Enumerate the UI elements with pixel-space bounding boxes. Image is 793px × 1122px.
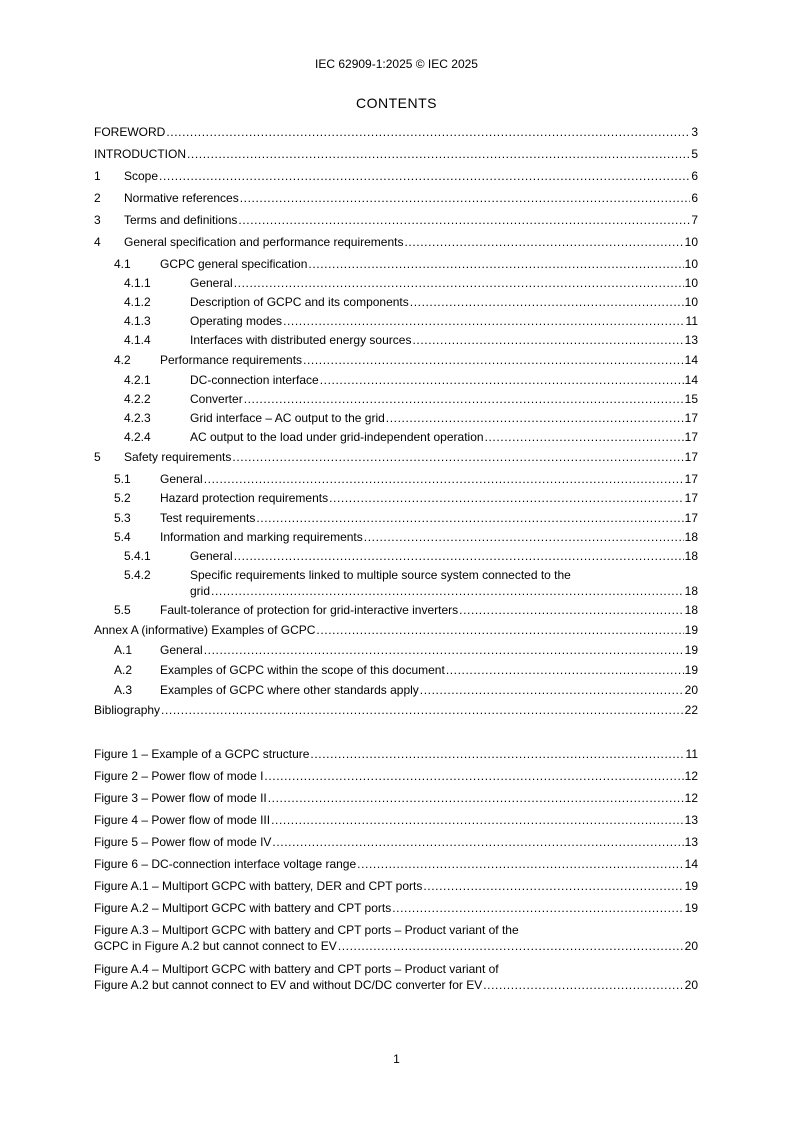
toc-entry[interactable] <box>94 663 698 678</box>
toc-entry-number: 5.4 <box>114 530 131 544</box>
leader-dots <box>268 791 684 806</box>
figure-page: 19 <box>684 901 698 915</box>
toc-entry-page: 19 <box>684 643 698 657</box>
figure-title: Figure A.2 – Multiport GCPC with battery and CPT ports <box>94 901 392 915</box>
toc-entry-page: 10 <box>684 235 698 249</box>
figure-title-continued: GCPC in Figure A.2 but cannot connect to EV <box>94 939 337 953</box>
figure-page: 13 <box>684 835 698 849</box>
toc-entry[interactable] <box>94 295 698 310</box>
figure-title-continued: Figure A.2 but cannot connect to EV and without DC/DC converter for EV <box>94 978 483 992</box>
figure-page: 12 <box>684 769 698 783</box>
leader-dots <box>244 392 684 407</box>
toc-entry-page: 13 <box>684 333 698 347</box>
toc-entry-number: 4.2.3 <box>124 411 151 425</box>
toc-entry[interactable] <box>94 568 698 598</box>
toc-entry[interactable] <box>94 257 698 272</box>
toc-entry[interactable] <box>94 472 698 487</box>
toc-entry-title: Specific requirements linked to multiple source system connected to the <box>190 568 571 582</box>
figure-title: Figure A.3 – Multiport GCPC with battery and CPT ports – Product variant of the <box>94 923 519 937</box>
toc-entry-number: 5 <box>94 450 101 464</box>
toc-entry-page: 17 <box>684 411 698 425</box>
figure-title: Figure A.4 – Multiport GCPC with battery and CPT ports – Product variant of <box>94 962 499 976</box>
toc-entry[interactable] <box>94 703 698 718</box>
leader-dots <box>446 663 684 678</box>
toc-entry-title: Test requirements <box>160 511 256 525</box>
leader-dots <box>338 939 684 954</box>
toc-entry-number: A.3 <box>114 683 133 697</box>
toc-entry[interactable] <box>94 169 698 184</box>
leader-dots <box>392 901 683 916</box>
leader-dots <box>264 769 683 784</box>
toc-entry-page: 17 <box>684 472 698 486</box>
leader-dots <box>234 549 684 564</box>
toc-entry-page: 3 <box>691 125 698 139</box>
leader-dots <box>310 747 684 762</box>
figure-title: Figure 5 – Power flow of mode IV <box>94 835 272 849</box>
toc-entry-number: 4.1.2 <box>124 295 151 309</box>
toc-entry[interactable] <box>94 491 698 506</box>
toc-entry-page: 7 <box>691 213 698 227</box>
leader-dots <box>303 353 684 368</box>
figure-list-entry[interactable] <box>94 962 698 992</box>
leader-dots <box>283 314 684 329</box>
leader-dots <box>166 125 690 140</box>
toc-entry-number: 5.4.1 <box>124 549 151 563</box>
toc-entry-page: 6 <box>691 169 698 183</box>
figure-title: Figure 6 – DC-connection interface voltage range <box>94 857 357 871</box>
toc-entry-title: INTRODUCTION <box>94 147 186 161</box>
toc-entry-title: DC-connection interface <box>190 373 319 387</box>
figure-list-entry[interactable] <box>94 857 698 872</box>
toc-entry[interactable] <box>94 511 698 526</box>
leader-dots <box>187 147 690 162</box>
toc-entry-number: 4.2.2 <box>124 392 151 406</box>
figure-page: 20 <box>684 939 698 953</box>
leader-dots <box>420 683 684 698</box>
toc-entry-title: General <box>190 549 233 563</box>
toc-entry-page: 19 <box>684 663 698 677</box>
leader-dots <box>204 472 684 487</box>
toc-entry[interactable] <box>94 623 698 638</box>
toc-entry-title: Interfaces with distributed energy sources <box>190 333 412 347</box>
toc-entry-title: GCPC general specification <box>160 257 308 271</box>
toc-entry-number: 2 <box>94 191 101 205</box>
toc-entry[interactable] <box>94 191 698 206</box>
leader-dots <box>329 491 684 506</box>
leader-dots <box>357 857 683 872</box>
toc-entry-number: 3 <box>94 213 101 227</box>
toc-entry-title: Grid interface – AC output to the grid <box>190 411 385 425</box>
toc-entry-title: Normative references <box>124 191 239 205</box>
leader-dots <box>320 373 684 388</box>
leader-dots <box>423 879 683 894</box>
leader-dots <box>240 191 691 206</box>
toc-entry[interactable] <box>94 683 698 698</box>
figure-page: 12 <box>684 791 698 805</box>
leader-dots <box>272 835 683 850</box>
leader-dots <box>316 623 683 638</box>
toc-entry-number: A.2 <box>114 663 133 677</box>
toc-entry-page: 22 <box>684 703 698 717</box>
toc-entry-title: Examples of GCPC where other standards apply <box>160 683 419 697</box>
toc-entry-page: 10 <box>684 276 698 290</box>
figure-page: 19 <box>684 879 698 893</box>
toc-entry-page: 15 <box>684 392 698 406</box>
toc-entry[interactable] <box>94 373 698 388</box>
toc-entry[interactable] <box>94 333 698 348</box>
leader-dots <box>271 813 684 828</box>
contents-title: CONTENTS <box>356 95 437 111</box>
toc-entry-page: 14 <box>684 373 698 387</box>
leader-dots <box>234 276 684 291</box>
toc-entry-page: 18 <box>684 584 698 598</box>
figure-page: 11 <box>685 747 698 761</box>
toc-entry-page: 5 <box>691 147 698 161</box>
toc-entry-title: Bibliography <box>94 703 161 717</box>
toc-entry-title: Converter <box>190 392 243 406</box>
toc-entry[interactable] <box>94 125 698 140</box>
toc-entry-title-continued: grid <box>190 584 211 598</box>
toc-entry[interactable] <box>94 147 698 162</box>
toc-entry-number: 5.3 <box>114 511 131 525</box>
toc-entry[interactable] <box>94 314 698 329</box>
toc-entry[interactable] <box>94 392 698 407</box>
toc-entry-page: 20 <box>684 683 698 697</box>
toc-entry[interactable] <box>94 603 698 618</box>
toc-entry-number: 4.2.4 <box>124 430 151 444</box>
leader-dots <box>238 213 690 228</box>
toc-entry-title: Hazard protection requirements <box>160 491 329 505</box>
toc-entry-number: A.1 <box>114 643 133 657</box>
figure-list-entry[interactable] <box>94 901 698 916</box>
toc-entry-number: 4.1.3 <box>124 314 151 328</box>
figure-list-entry[interactable] <box>94 791 698 806</box>
figure-list-entry[interactable] <box>94 769 698 784</box>
toc-entry-title: Annex A (informative) Examples of GCPC <box>94 623 316 637</box>
leader-dots <box>483 978 683 993</box>
figure-page: 20 <box>684 978 698 992</box>
toc-entry-title: FOREWORD <box>94 125 166 139</box>
figure-list-entry[interactable] <box>94 747 698 762</box>
toc-entry-title: General specification and performance requirements <box>124 235 404 249</box>
toc-entry-number: 5.2 <box>114 491 131 505</box>
toc-entry[interactable] <box>94 235 698 250</box>
toc-entry-number: 4.1 <box>114 257 131 271</box>
toc-entry-number: 4.1.1 <box>124 276 151 290</box>
leader-dots <box>256 511 683 526</box>
leader-dots <box>485 430 684 445</box>
leader-dots <box>159 169 690 184</box>
toc-entry-number: 5.1 <box>114 472 131 486</box>
document-header: IEC 62909-1:2025 © IEC 2025 <box>315 57 478 71</box>
toc-entry[interactable] <box>94 643 698 658</box>
figure-list-entry[interactable] <box>94 879 698 894</box>
toc-entry-page: 17 <box>684 491 698 505</box>
toc-entry-page: 11 <box>685 314 698 328</box>
toc-entry-page: 17 <box>684 430 698 444</box>
toc-entry-page: 10 <box>684 295 698 309</box>
leader-dots <box>308 257 683 272</box>
leader-dots <box>412 333 683 348</box>
leader-dots <box>232 450 683 465</box>
toc-entry-title: Scope <box>124 169 159 183</box>
leader-dots <box>410 295 684 310</box>
figure-page: 14 <box>684 857 698 871</box>
toc-entry-number: 4.2.1 <box>124 373 151 387</box>
toc-entry-title: Operating modes <box>190 314 283 328</box>
figure-title: Figure 4 – Power flow of mode III <box>94 813 271 827</box>
toc-entry-title: Performance requirements <box>160 353 303 367</box>
toc-entry[interactable] <box>94 450 698 465</box>
toc-entry-page: 18 <box>684 549 698 563</box>
figure-title: Figure 3 – Power flow of mode II <box>94 791 267 805</box>
leader-dots <box>211 584 684 599</box>
toc-entry-page: 14 <box>684 353 698 367</box>
toc-entry-title: Information and marking requirements <box>160 530 363 544</box>
toc-entry[interactable] <box>94 213 698 228</box>
toc-entry-page: 18 <box>684 530 698 544</box>
leader-dots <box>204 643 684 658</box>
leader-dots <box>161 703 684 718</box>
toc-entry[interactable] <box>94 276 698 291</box>
leader-dots <box>404 235 683 250</box>
toc-entry[interactable] <box>94 353 698 368</box>
toc-entry[interactable] <box>94 430 698 445</box>
toc-entry-title: AC output to the load under grid-independent operation <box>190 430 484 444</box>
leader-dots <box>459 603 684 618</box>
toc-entry-page: 19 <box>684 623 698 637</box>
leader-dots <box>364 530 684 545</box>
toc-entry-page: 10 <box>684 257 698 271</box>
figure-title: Figure 1 – Example of a GCPC structure <box>94 747 310 761</box>
toc-entry-number: 4 <box>94 235 101 249</box>
toc-entry-title: Fault-tolerance of protection for grid-interactive inverters <box>160 603 459 617</box>
toc-entry-title: General <box>160 472 203 486</box>
figure-list-entry[interactable] <box>94 923 698 953</box>
figure-page: 13 <box>684 813 698 827</box>
toc-entry[interactable] <box>94 411 698 426</box>
toc-entry-page: 6 <box>691 191 698 205</box>
toc-entry-number: 5.5 <box>114 603 131 617</box>
toc-entry-page: 17 <box>684 511 698 525</box>
toc-entry-title: General <box>160 643 203 657</box>
toc-entry-number: 5.4.2 <box>124 568 151 582</box>
toc-entry-number: 4.1.4 <box>124 333 151 347</box>
page-number: 1 <box>393 1052 400 1066</box>
toc-entry-title: General <box>190 276 233 290</box>
toc-entry[interactable] <box>94 549 698 564</box>
toc-entry-page: 18 <box>684 603 698 617</box>
toc-entry-title: Terms and definitions <box>124 213 238 227</box>
figure-title: Figure A.1 – Multiport GCPC with battery, DER and CPT ports <box>94 879 423 893</box>
leader-dots <box>386 411 684 426</box>
toc-entry-title: Examples of GCPC within the scope of this document <box>160 663 445 677</box>
toc-entry-number: 4.2 <box>114 353 131 367</box>
toc-entry-title: Safety requirements <box>124 450 232 464</box>
figure-title: Figure 2 – Power flow of mode I <box>94 769 264 783</box>
toc-entry-number: 1 <box>94 169 101 183</box>
toc-entry-page: 17 <box>684 450 698 464</box>
figure-list-entry[interactable] <box>94 813 698 828</box>
toc-entry-title: Description of GCPC and its components <box>190 295 409 309</box>
toc-entry[interactable] <box>94 530 698 545</box>
figure-list-entry[interactable] <box>94 835 698 850</box>
